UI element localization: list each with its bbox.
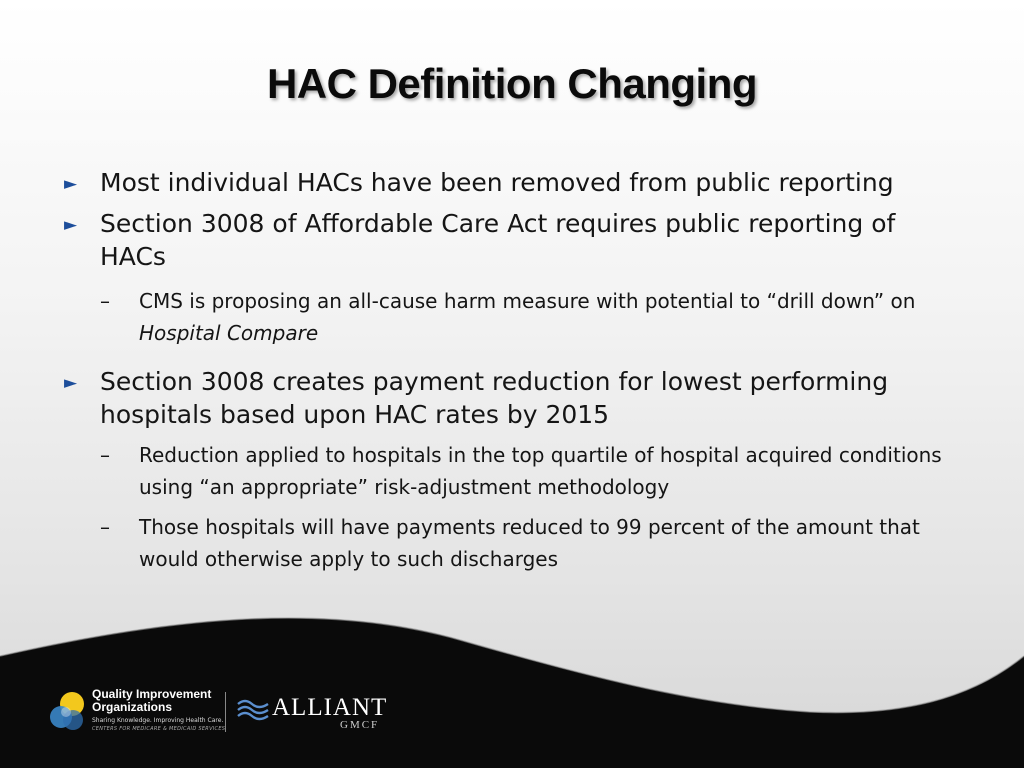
bullet-text: Section 3008 of Affordable Care Act requires public reporting of HACs xyxy=(100,209,896,271)
alliant-logo xyxy=(236,694,406,738)
alliant-logo-name: ALLIANT xyxy=(272,694,388,721)
dash-bullet-icon: – xyxy=(100,515,110,539)
qio-logo-line1: Quality Improvement xyxy=(92,687,212,701)
triangle-bullet-icon: ► xyxy=(64,174,78,194)
qio-logo-tagline: Sharing Knowledge. Improving Health Care. xyxy=(92,717,224,724)
dash-bullet-icon: – xyxy=(100,443,110,467)
alliant-logo-subtitle: GMCF xyxy=(340,719,380,731)
qio-logo-cms-text: CENTERS FOR MEDICARE & MEDICAID SERVICES xyxy=(92,726,226,732)
bullet-text: Section 3008 creates payment reduction for lowest performing hospitals based upon HAC rates by 2015 xyxy=(100,367,889,429)
bullet-text: Most individual HACs have been removed from public reporting xyxy=(100,168,894,197)
sub-bullet-text: Those hospitals will have payments reduced to 99 percent of the amount that would otherwise apply to such discharges xyxy=(139,515,920,571)
sub-bullet-text: Reduction applied to hospitals in the top quartile of hospital acquired conditions using “an appropriate” risk-adjustment methodology xyxy=(139,443,942,499)
slide-title: HAC Definition Changing xyxy=(266,60,758,107)
alliant-wave-icon xyxy=(236,696,270,722)
triangle-bullet-icon: ► xyxy=(64,373,78,393)
sub-bullet-text: CMS is proposing an all-cause harm measure with potential to “drill down” on xyxy=(139,289,916,313)
qio-logo xyxy=(46,687,226,738)
triangle-bullet-icon: ► xyxy=(64,215,78,235)
qio-logo-line2: Organizations xyxy=(92,700,173,714)
logo-divider xyxy=(225,692,226,732)
sub-bullet-emphasis: Hospital Compare xyxy=(139,321,319,345)
dash-bullet-icon: – xyxy=(100,289,110,313)
qio-circles-icon xyxy=(46,690,90,734)
